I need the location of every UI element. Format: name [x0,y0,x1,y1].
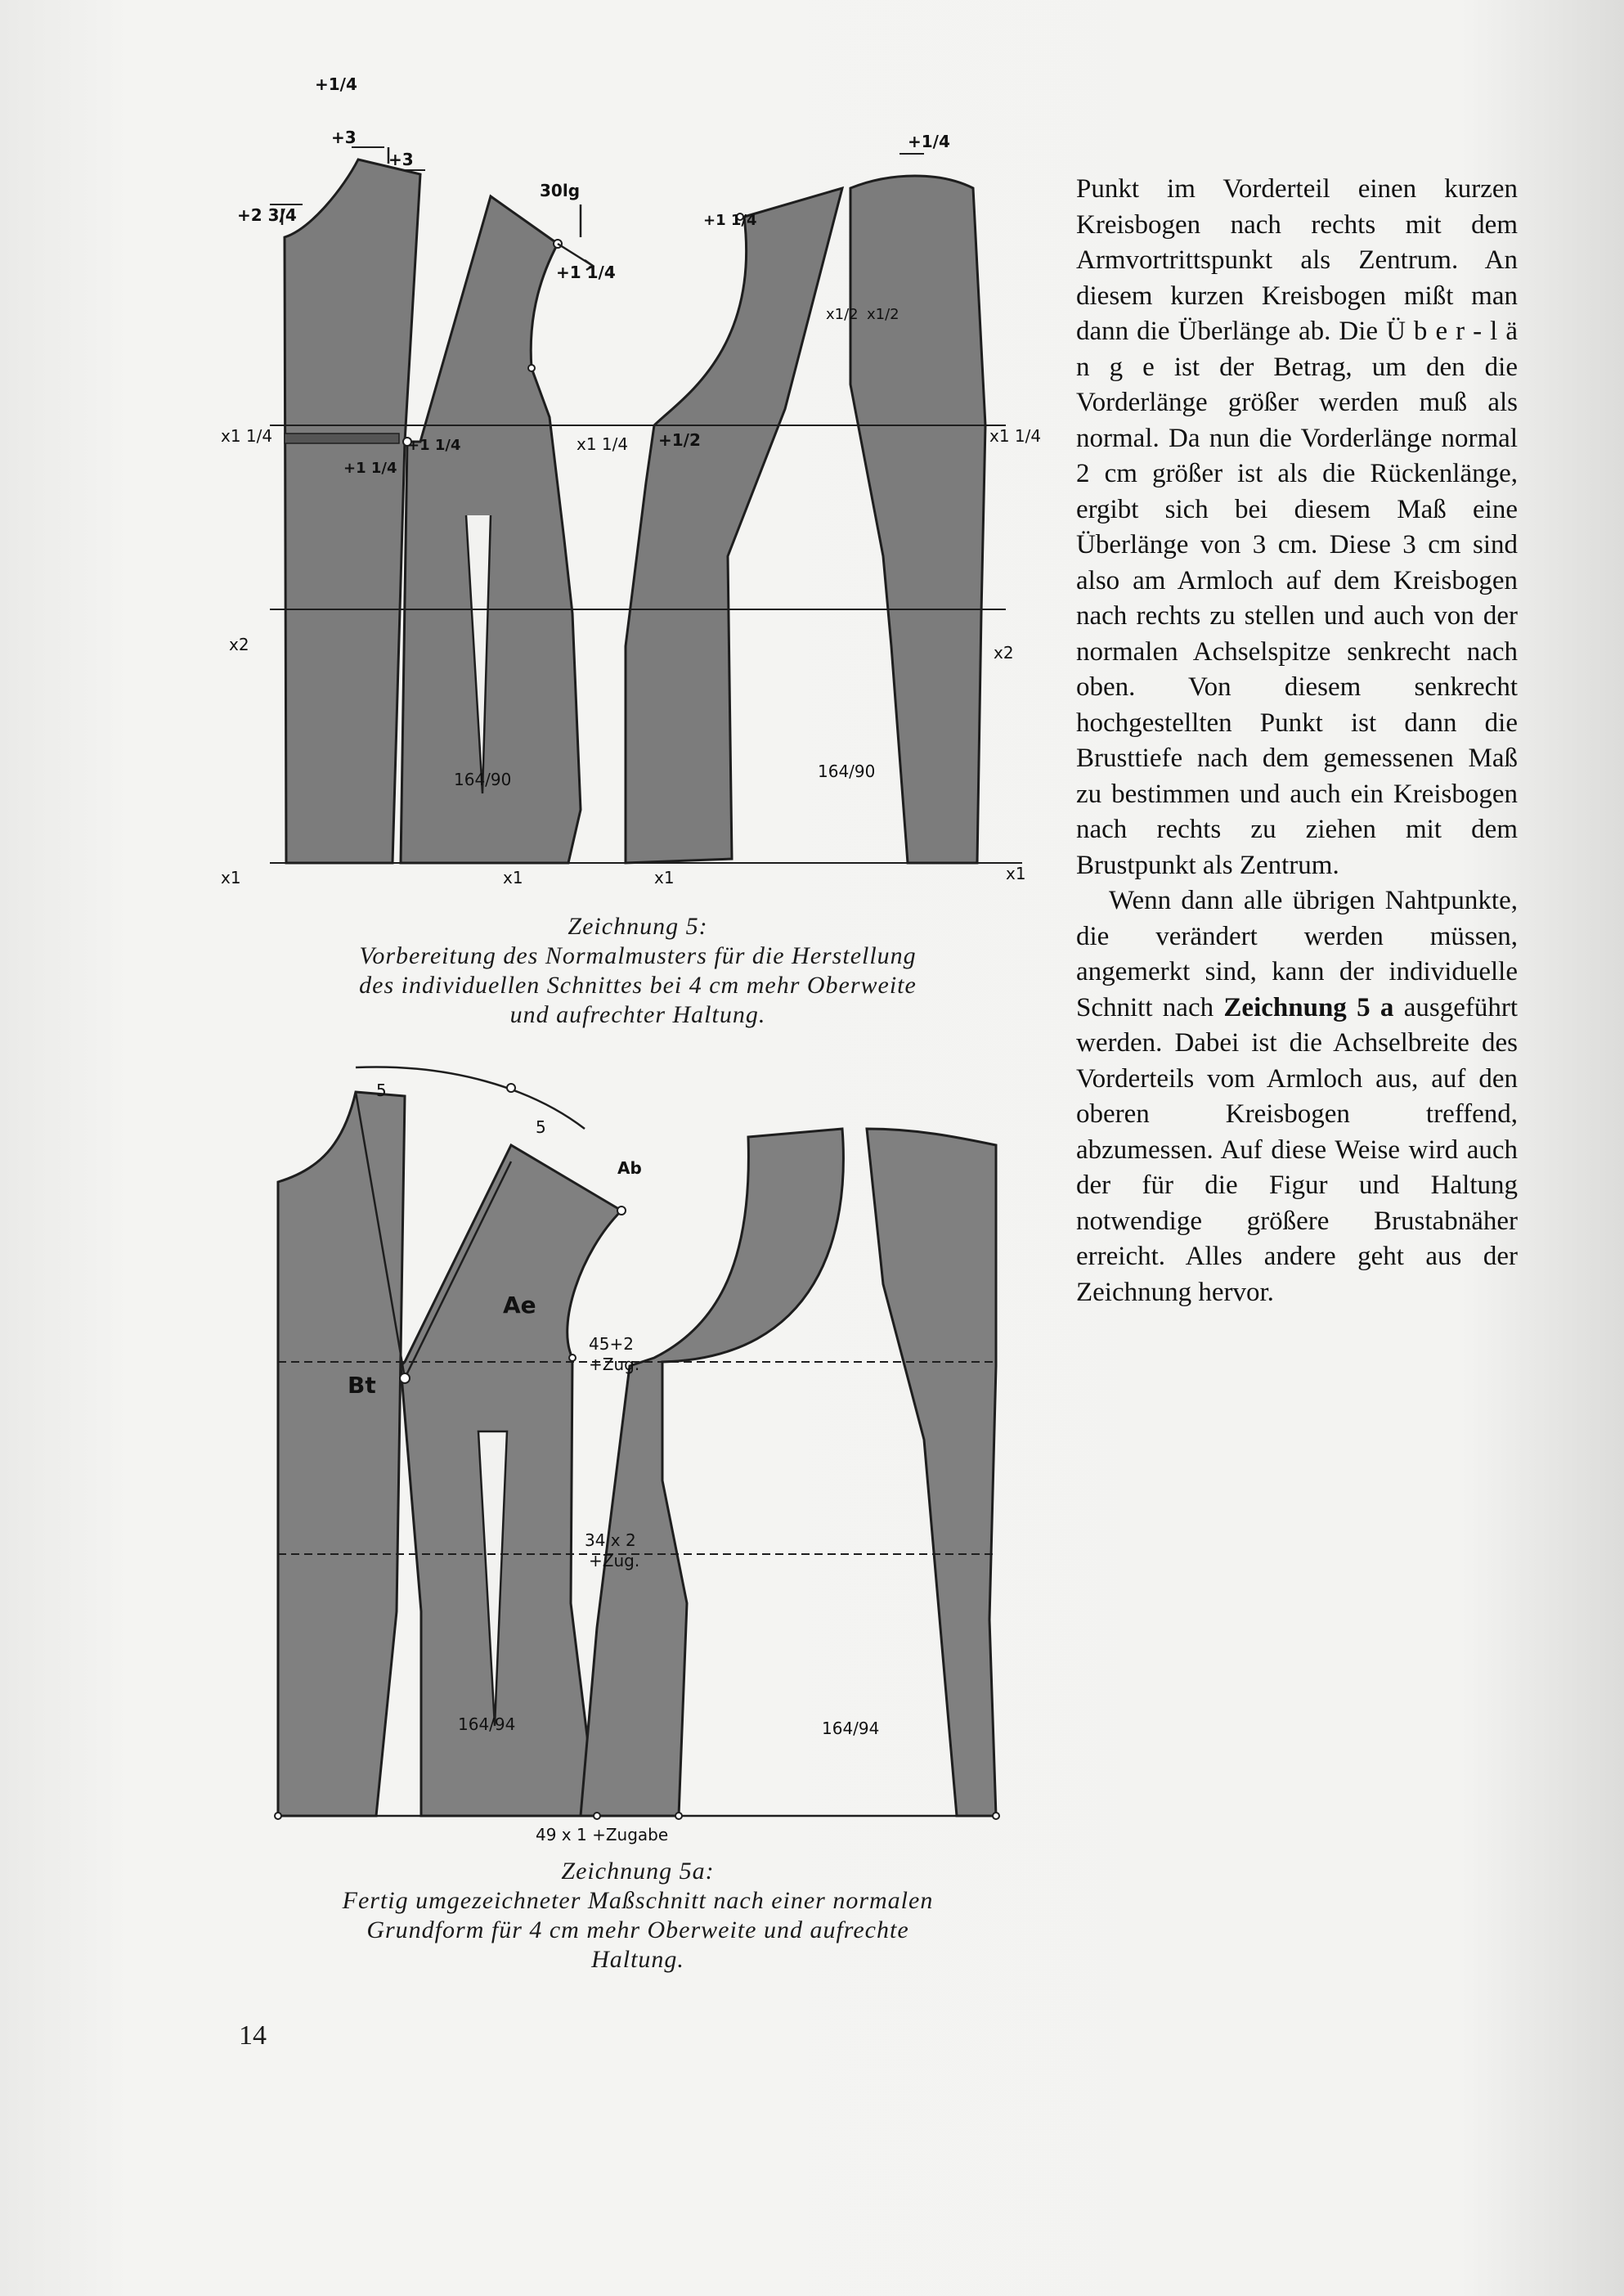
page-number: 14 [239,2020,267,2051]
fig5-label-x2-right: x2 [994,643,1014,663]
figure-5-caption-line: und aufrechter Haltung. [509,1001,766,1028]
fig5-label-plus1-back: +1 1/4 [703,212,757,229]
fig5-label-x1-bottom-right-b: x1 [1006,864,1026,883]
fig5-label-plus1-inner: +1 1/4 [343,460,397,477]
fig5a-label-hip: 49 x 1 +Zugabe [536,1825,669,1844]
fig5a-label-waist-zug: +Zug. [589,1551,640,1570]
hatched-bar [285,434,399,443]
figure-5-drawing [221,74,1047,908]
body-text-run: ausgeführt werden. Dabei ist die Achselbreite des Vorderteils vom Armloch aus, auf den oberen Kreisbogen treffend, abzumessen. Auf diese Weise wird auch der für die Figur und Haltung notwendige größere Brustabnäher erreicht. Alles andere geht aus der Zeichnung hervor. [1076,992,1518,1307]
figure-5a-caption-title: Zeichnung 5a: [561,1858,715,1885]
pattern-piece-side-right [867,1129,996,1816]
body-paragraph [1076,883,1518,1310]
fig5a-label-size-left: 164/94 [458,1714,516,1734]
fig5a-label-five-b: 5 [536,1117,546,1137]
pattern-piece-back-left [278,1092,405,1816]
fig5-label-x-half-b: x1/2 [867,306,899,323]
fig5a-label-ae: Ae [503,1292,536,1319]
pattern-piece-back-right [626,188,842,863]
fig5-label-x2-left: x2 [229,635,249,654]
fig5-label-plus3-b: +3 [388,150,414,169]
fig5-label-x1-bottom-mid: x1 [503,868,523,887]
fig5-label-plus2-3-4: +2 3/4 [237,205,297,225]
body-paragraph: Punkt im Vorderteil einen kurzen Kreisbogen nach rechts mit dem Armvortrittspunkt als Zentrum. An diesem kurzen Kreisbogen mißt man dann die Überlänge ab. Die Ü b e r - l ä n g e ist der Betrag, um den die Vorderlänge größer werden muß als normal. Da nun die Vorderlänge normal 2 cm größer ist als die Rückenlänge, ergibt sich bei diesem Maß eine Überlänge von 3 cm. Diese 3 cm sind also am Armloch auf dem Kreisbogen nach rechts zu stellen und auch von der normalen Achselspitze senkrecht nach oben. Von diesem senkrecht hochgestellten Punkt ist dann die Brusttiefe nach dem gemessenen Maß zu bestimmen und auch ein Kreisbogen nach rechts zu ziehen mit dem Brustpunkt als Zentrum. [1076,174,1518,880]
fig5-label-30ulg: 30lg [540,181,581,200]
figure-5a-caption-line: Haltung. [591,1946,684,1973]
fig5a-label-size-right: 164/94 [822,1719,880,1738]
figure-5a-caption-line: Fertig umgezeichneter Maßschnitt nach einer normalen [342,1887,934,1914]
figure-5a-caption-line: Grundform für 4 cm mehr Oberweite und aufrechte [366,1916,909,1943]
fig5-label-x1-left: x1 1/4 [221,426,273,446]
fig5a-label-bt: Bt [348,1372,376,1399]
body-text-run: Wenn dann alle übrigen Nahtpunkte, die verändert werden müssen, angemerkt sind, kann der individuelle Schnitt nach [1076,886,1518,1022]
fig5-label-x-half-a: x1/2 [826,306,859,323]
fig5-label-size-left: 164/90 [454,770,512,789]
fig5-label-plus1-armhole: +1 1/4 [407,437,461,454]
body-text-bold-reference: Zeichnung 5 a [1223,992,1394,1022]
fig5-label-x1-bottom-right-a: x1 [654,868,675,887]
fig5a-label-five-a: 5 [376,1081,387,1100]
figure-5-caption-line: Vorbereitung des Normalmusters für die Herstellung [359,942,917,969]
fig5a-label-chest: 45+2 [589,1334,634,1354]
figure-5a-caption [237,1857,1039,1975]
fig5-label-x1-mid: x1 1/4 [576,434,629,454]
fig5-label-x1-right: x1 1/4 [989,426,1042,446]
pattern-piece-back-right [581,1129,843,1816]
fig5a-label-ab: Ab [617,1158,642,1178]
figure-5-caption-line: des individuellen Schnittes bei 4 cm mehr Oberweite [359,972,917,999]
fig5-label-size-right: 164/90 [818,762,876,781]
fig5a-label-chest-zug: +Zug. [589,1355,640,1374]
fig5a-label-waist: 34 x 2 [585,1530,636,1550]
fig5-label-x1-bottom-left: x1 [221,868,241,887]
fig5-label-plus-half: +1/2 [658,430,701,450]
figure-5-caption-title: Zeichnung 5: [568,913,708,940]
fig5-label-plus-quarter-right: +1/4 [908,132,950,151]
figure-5a-drawing [262,1055,1030,1849]
pattern-piece-back-left [285,160,420,863]
figure-5-caption [237,912,1039,1030]
fig5-label-plus3-a: +3 [331,128,357,147]
body-text-column [1076,172,1518,1310]
fig5-label-plus1-shoulder: +1 1/4 [556,263,616,282]
pattern-piece-side-right [850,176,985,863]
fig5-label-plus-quarter-top: +1/4 [315,74,357,94]
